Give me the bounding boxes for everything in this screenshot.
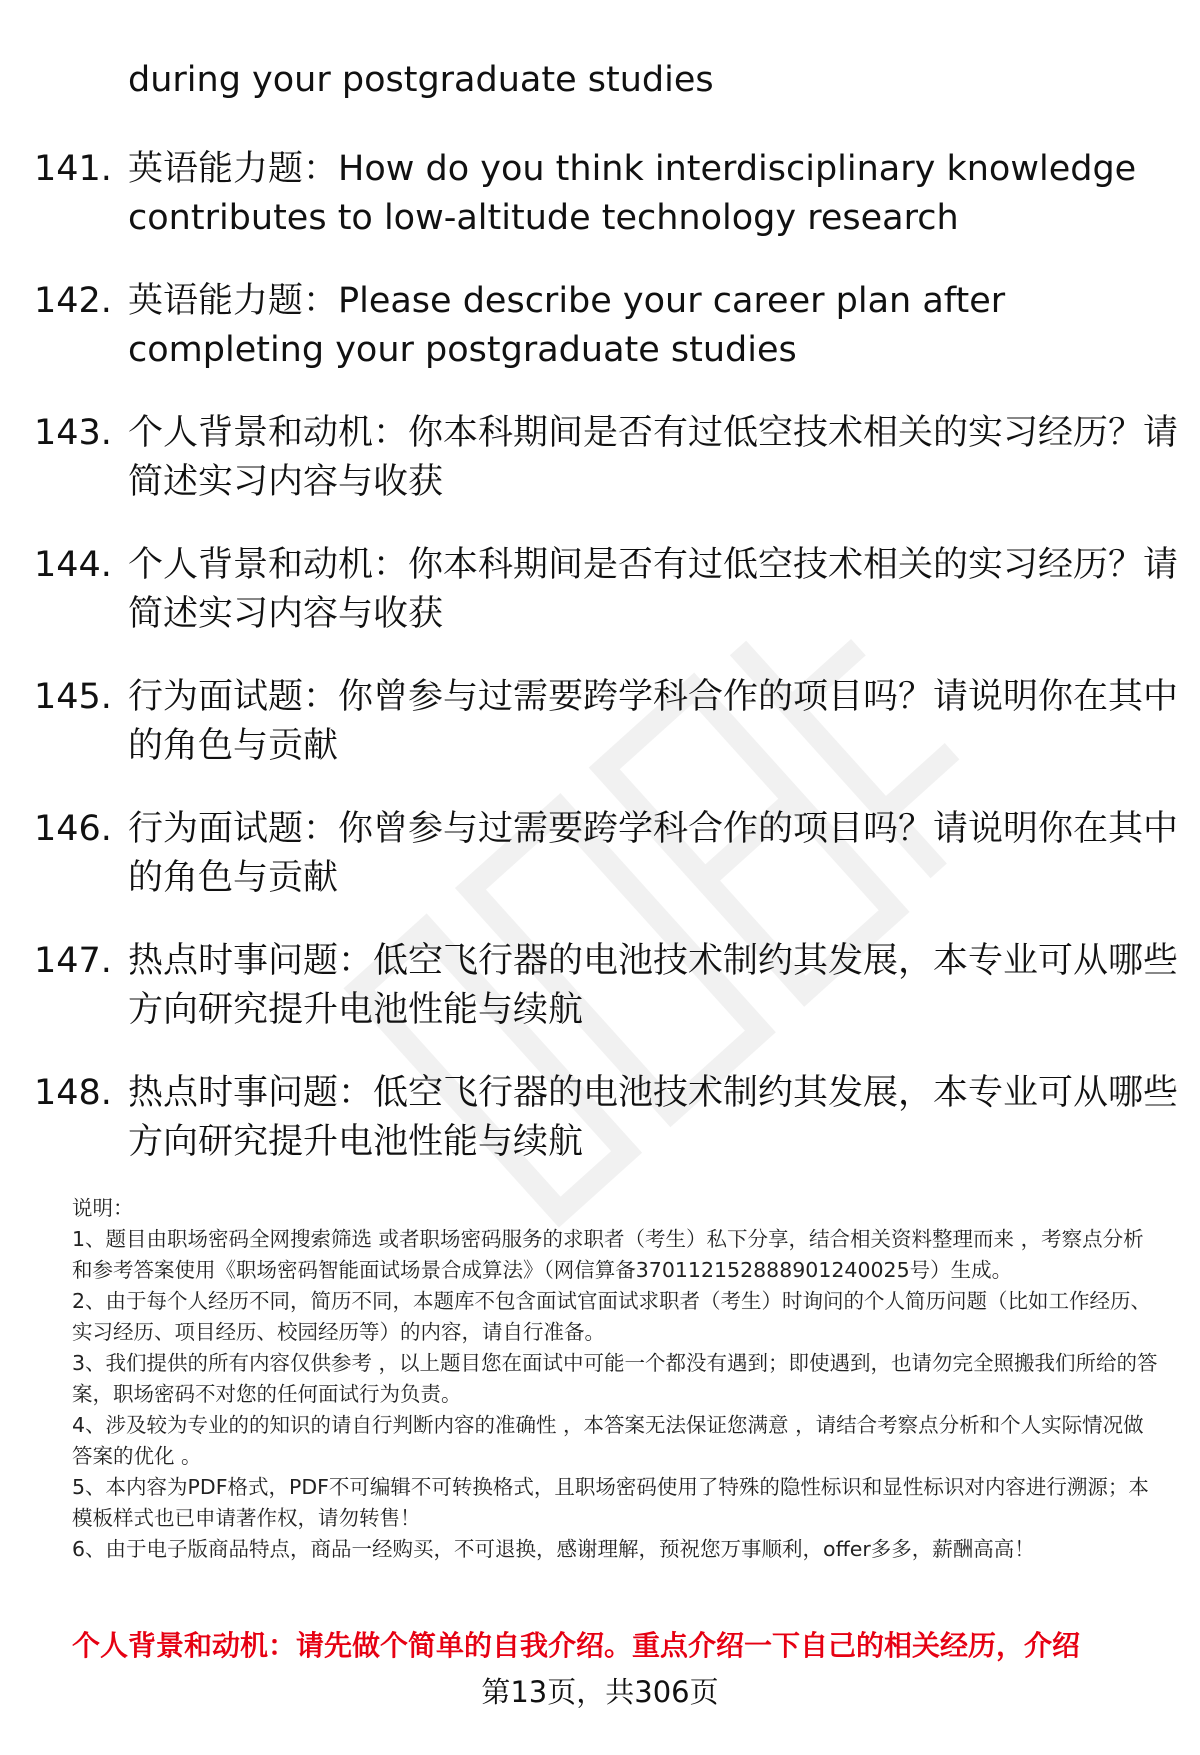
question-text: 个人背景和动机：你本科期间是否有过低空技术相关的实习经历？请简述实习内容与收获 xyxy=(128,413,1179,502)
note-item: 1、题目由职场密码全网搜索筛选 或者职场密码服务的求职者（考生）私下分享，结合相关资料整理而来 ，考察点分析和参考答案使用《职场密码智能面试场景合成算法》（网信算备370112152888901240025号）生成。 xyxy=(72,1227,1144,1282)
question-text: 英语能力题：Please describe your career plan after completing your postgraduate studies xyxy=(128,281,1006,370)
question-item xyxy=(34,937,1184,1069)
notes-section xyxy=(72,1193,1162,1565)
question-number: 145. xyxy=(34,677,112,717)
question-item xyxy=(34,145,1184,277)
question-item xyxy=(34,409,1184,541)
question-item xyxy=(34,805,1184,937)
question-text: 个人背景和动机：你本科期间是否有过低空技术相关的实习经历？请简述实习内容与收获 xyxy=(128,545,1179,634)
note-item: 4、涉及较为专业的的知识的请自行判断内容的准确性 ，本答案无法保证您满意 ，请结合考察点分析和个人实际情况做答案的优化 。 xyxy=(72,1413,1144,1468)
question-number: 142. xyxy=(34,281,112,321)
question-number: 144. xyxy=(34,545,112,585)
continued-question-text: during your postgraduate studies xyxy=(128,60,714,100)
highlighted-question-preview: 个人背景和动机：请先做个简单的自我介绍。重点介绍一下自己的相关经历，介绍 xyxy=(72,1629,1081,1662)
notes-title: 说明： xyxy=(72,1196,134,1220)
question-item xyxy=(34,673,1184,805)
question-item xyxy=(34,277,1184,409)
question-text: 热点时事问题：低空飞行器的电池技术制约其发展，本专业可从哪些方向研究提升电池性能与续航 xyxy=(128,1073,1179,1162)
question-number: 148. xyxy=(34,1073,112,1113)
note-item: 5、本内容为PDF格式，PDF不可编辑不可转换格式，且职场密码使用了特殊的隐性标识和显性标识对内容进行溯源；本模板样式也已申请著作权，请勿转售！ xyxy=(72,1475,1149,1530)
question-item xyxy=(34,541,1184,673)
question-item xyxy=(34,1069,1184,1201)
question-number: 143. xyxy=(34,413,112,453)
question-text: 行为面试题：你曾参与过需要跨学科合作的项目吗？请说明你在其中的角色与贡献 xyxy=(128,677,1179,766)
question-number: 146. xyxy=(34,809,112,849)
question-text: 热点时事问题：低空飞行器的电池技术制约其发展，本专业可从哪些方向研究提升电池性能与续航 xyxy=(128,941,1179,1030)
question-number: 141. xyxy=(34,149,112,189)
note-item: 3、我们提供的所有内容仅供参考 ，以上题目您在面试中可能一个都没有遇到；即使遇到，也请勿完全照搬我们所给的答案，职场密码不对您的任何面试行为负责。 xyxy=(72,1351,1158,1406)
question-number: 147. xyxy=(34,941,112,981)
question-text: 行为面试题：你曾参与过需要跨学科合作的项目吗？请说明你在其中的角色与贡献 xyxy=(128,809,1179,898)
question-text: 英语能力题：How do you think interdisciplinary knowledge contributes to low-altitude technology research xyxy=(128,149,1137,238)
note-item: 2、由于每个人经历不同，简历不同，本题库不包含面试官面试求职者（考生）时询问的个人简历问题（比如工作经历、实习经历、项目经历、校园经历等）的内容，请自行准备。 xyxy=(72,1289,1152,1344)
note-item: 6、由于电子版商品特点，商品一经购买，不可退换，感谢理解，预祝您万事顺利，offer多多，薪酬高高！ xyxy=(72,1537,1035,1561)
question-list xyxy=(34,145,1184,1201)
page-number: 第13页，共306页 xyxy=(481,1675,719,1709)
